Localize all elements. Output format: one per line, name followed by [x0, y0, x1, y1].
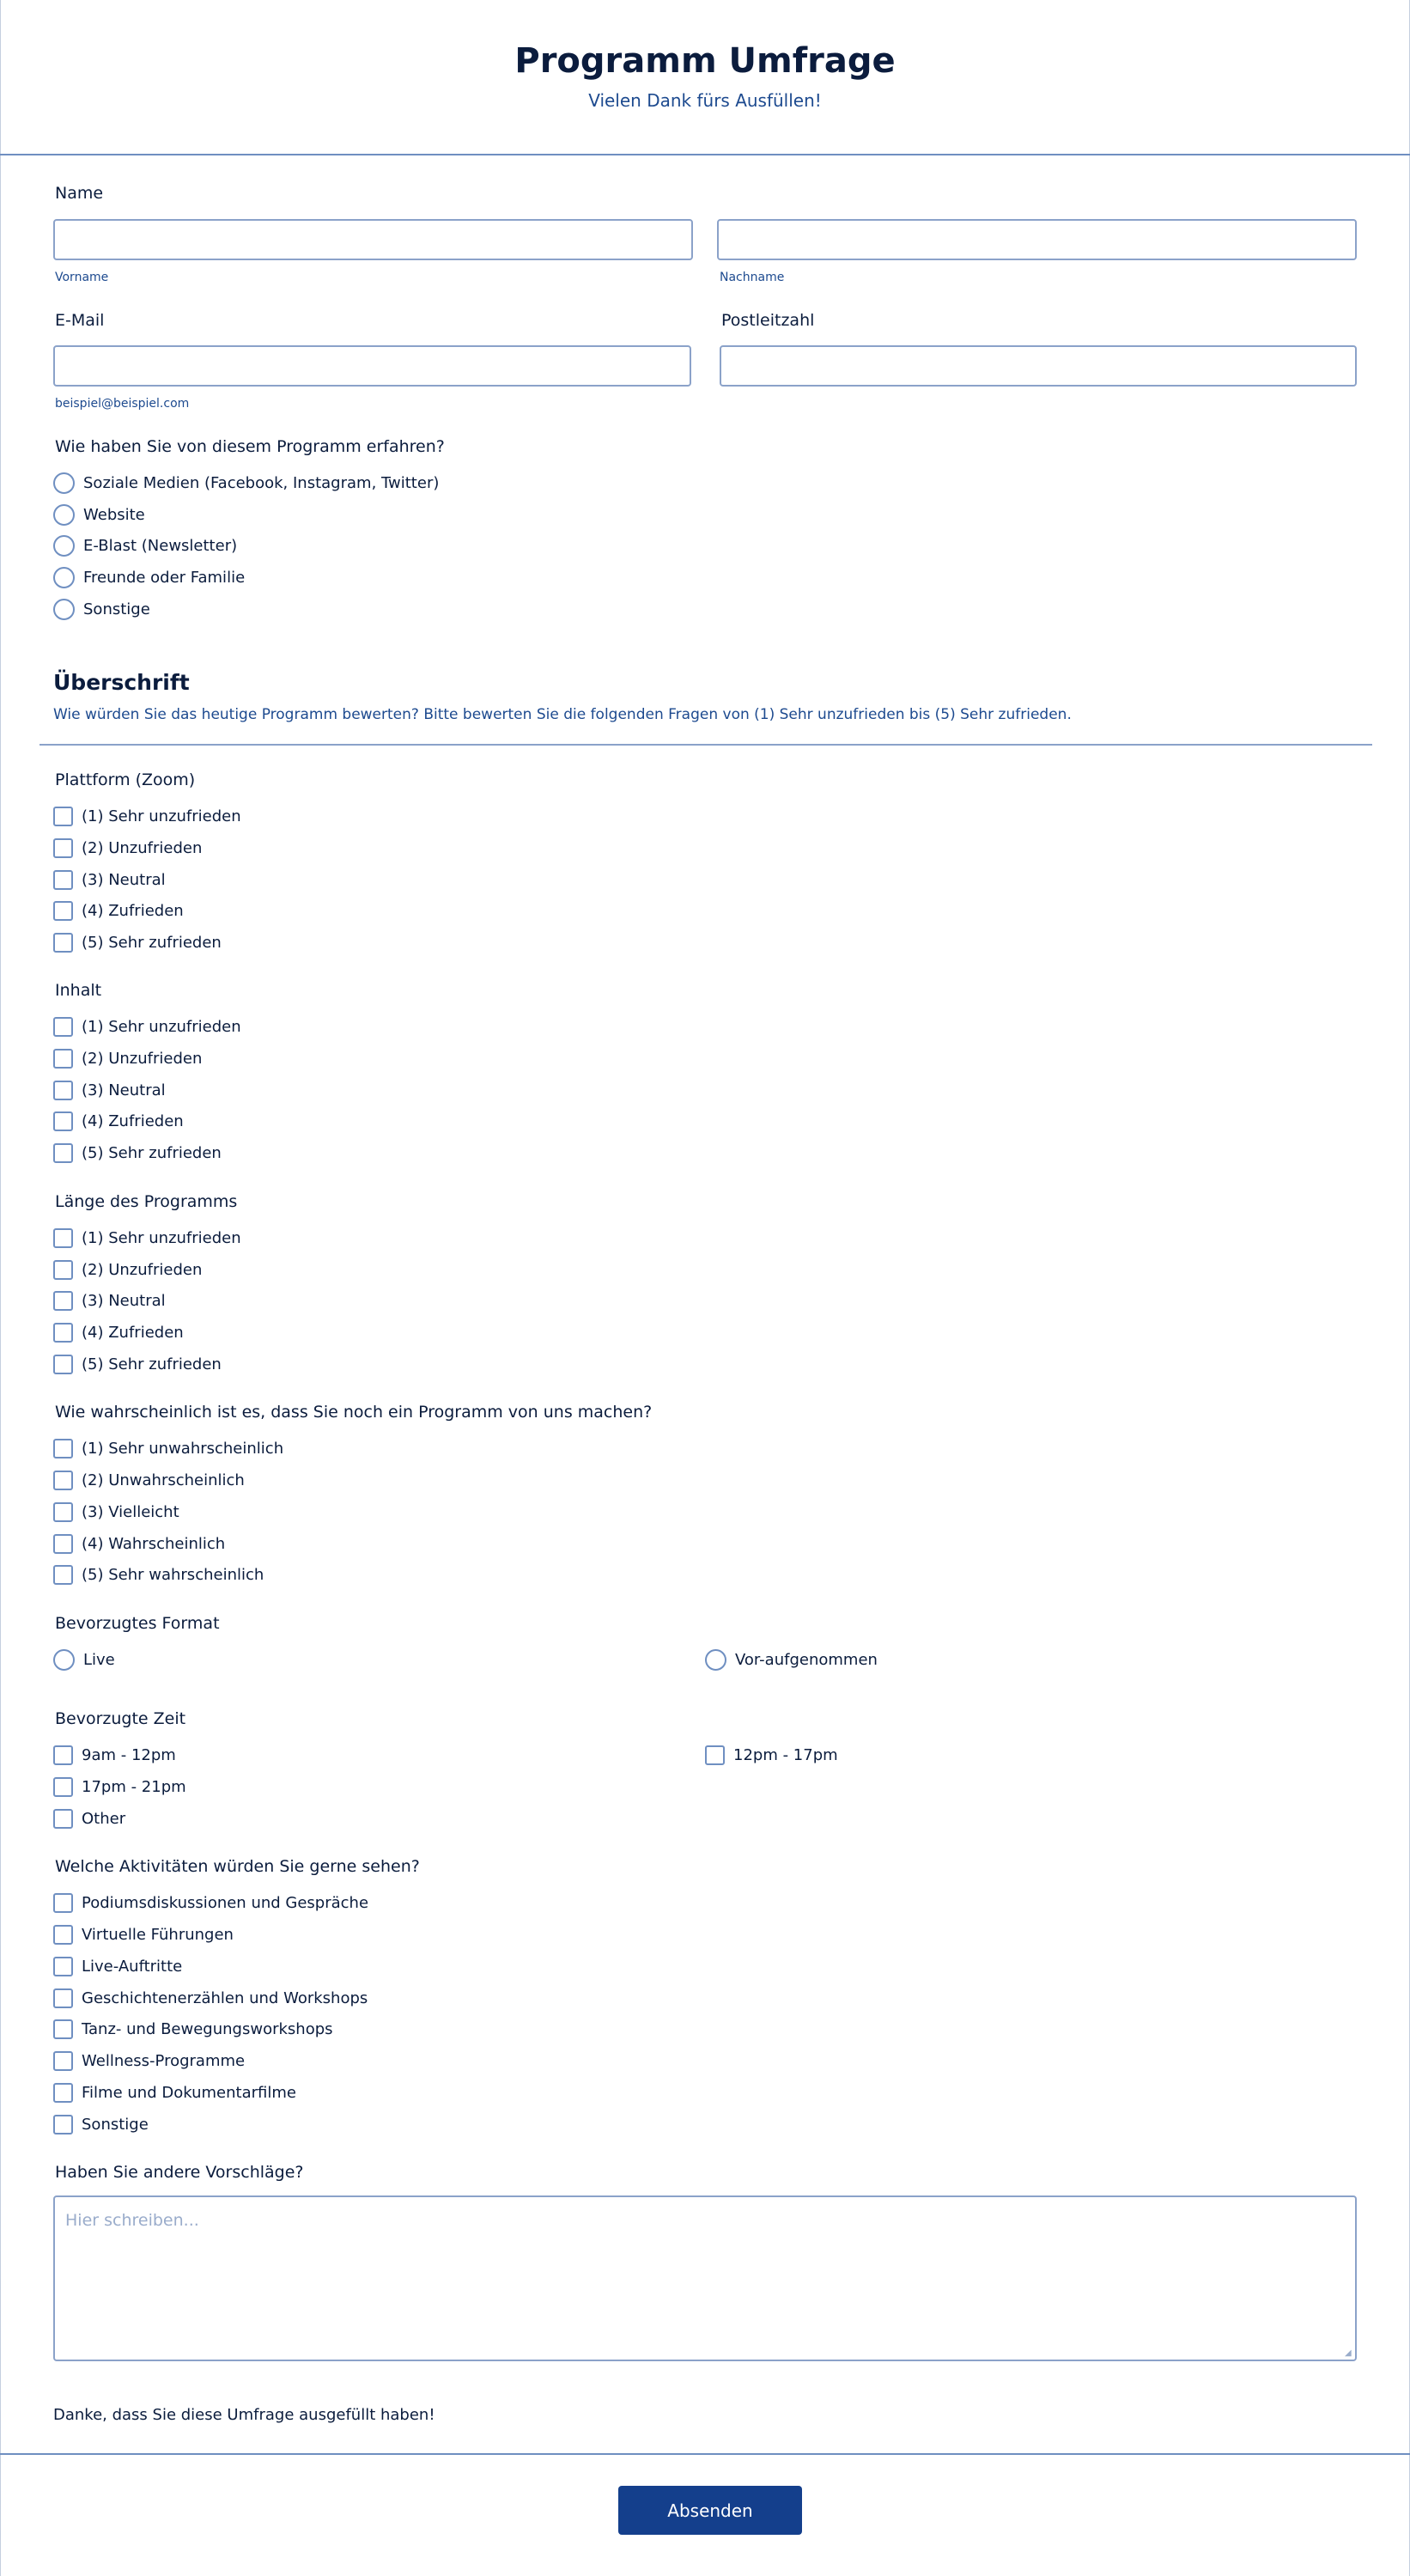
time-option-morning[interactable]: 9am - 12pm — [53, 1743, 176, 1767]
checkbox[interactable] — [53, 1323, 73, 1343]
checkbox[interactable] — [53, 1111, 73, 1131]
checkbox[interactable] — [53, 870, 73, 890]
checkbox[interactable] — [53, 1228, 73, 1248]
length-option-2[interactable]: (2) Unzufrieden — [53, 1258, 202, 1282]
checkbox[interactable] — [53, 1471, 73, 1490]
time-option-other[interactable]: Other — [53, 1806, 125, 1830]
checkbox[interactable] — [705, 1745, 725, 1765]
form-subtitle: Vielen Dank fürs Ausfüllen! — [588, 90, 822, 111]
suggestions-label: Haben Sie andere Vorschläge? — [55, 2163, 304, 2182]
footer-divider — [0, 2453, 1410, 2455]
radio-circle[interactable] — [53, 599, 75, 620]
email-sublabel: beispiel@beispiel.com — [55, 397, 190, 411]
radio-circle[interactable] — [53, 472, 75, 494]
platform-option-1[interactable]: (1) Sehr unzufrieden — [53, 804, 241, 828]
content-option-1[interactable]: (1) Sehr unzufrieden — [53, 1014, 241, 1038]
length-option-4[interactable]: (4) Zufrieden — [53, 1320, 184, 1344]
source-option-eblast[interactable]: E-Blast (Newsletter) — [53, 533, 237, 557]
radio-circle[interactable] — [53, 1649, 75, 1671]
activities-label: Welche Aktivitäten würden Sie gerne sehen? — [55, 1857, 420, 1876]
time-option-evening[interactable]: 17pm - 21pm — [53, 1775, 186, 1799]
checkbox[interactable] — [53, 1777, 73, 1797]
activity-option-storytelling[interactable]: Geschichtenerzählen und Workshops — [53, 1986, 368, 2010]
checkbox[interactable] — [53, 1534, 73, 1554]
activity-option-wellness[interactable]: Wellness-Programme — [53, 2049, 245, 2073]
checkbox[interactable] — [53, 1809, 73, 1829]
time-label: Bevorzugte Zeit — [55, 1709, 186, 1728]
source-label: Wie haben Sie von diesem Programm erfahren? — [55, 437, 445, 456]
form-header — [0, 0, 1410, 155]
length-option-3[interactable]: (3) Neutral — [53, 1288, 166, 1312]
email-input[interactable] — [53, 345, 691, 387]
radio-circle[interactable] — [53, 504, 75, 526]
checkbox[interactable] — [53, 1049, 73, 1069]
likelihood-label: Wie wahrscheinlich ist es, dass Sie noch ein Programm von uns machen? — [55, 1403, 653, 1422]
checkbox[interactable] — [53, 2115, 73, 2134]
checkbox[interactable] — [53, 1143, 73, 1163]
checkbox[interactable] — [53, 2083, 73, 2103]
thanks-text: Danke, dass Sie diese Umfrage ausgefüllt haben! — [53, 2406, 435, 2424]
checkbox[interactable] — [53, 1081, 73, 1100]
checkbox[interactable] — [53, 1291, 73, 1311]
source-option-website[interactable]: Website — [53, 502, 145, 527]
likelihood-option-5[interactable]: (5) Sehr wahrscheinlich — [53, 1562, 264, 1586]
format-option-prerecorded[interactable]: Vor-aufgenommen — [705, 1647, 878, 1672]
suggestions-textarea[interactable] — [53, 2195, 1357, 2361]
checkbox[interactable] — [53, 933, 73, 953]
form-title: Programm Umfrage — [514, 41, 896, 81]
platform-option-5[interactable]: (5) Sehr zufrieden — [53, 930, 222, 954]
activity-option-films[interactable]: Filme und Dokumentarfilme — [53, 2080, 296, 2104]
first-name-input[interactable] — [53, 219, 693, 260]
section-divider — [40, 744, 1372, 746]
checkbox[interactable] — [53, 2019, 73, 2039]
source-option-social[interactable]: Soziale Medien (Facebook, Instagram, Twitter) — [53, 471, 439, 495]
activity-option-other[interactable]: Sonstige — [53, 2112, 149, 2136]
last-name-input[interactable] — [717, 219, 1357, 260]
platform-option-4[interactable]: (4) Zufrieden — [53, 898, 184, 923]
checkbox[interactable] — [53, 1988, 73, 2008]
email-label: E-Mail — [55, 311, 105, 330]
activity-option-tours[interactable]: Virtuelle Führungen — [53, 1922, 234, 1946]
radio-circle[interactable] — [705, 1649, 726, 1671]
section-description: Wie würden Sie das heutige Programm bewerten? Bitte bewerten Sie die folgenden Fragen von (1) Sehr unzufrieden bis (5) Sehr zufrieden. — [53, 706, 1072, 723]
checkbox[interactable] — [53, 1957, 73, 1976]
checkbox[interactable] — [53, 1893, 73, 1913]
checkbox[interactable] — [53, 901, 73, 921]
activity-option-live[interactable]: Live-Auftritte — [53, 1954, 182, 1978]
submit-button[interactable]: Absenden — [618, 2486, 802, 2535]
activity-option-dance[interactable]: Tanz- und Bewegungsworkshops — [53, 2017, 333, 2041]
checkbox[interactable] — [53, 1502, 73, 1522]
content-option-3[interactable]: (3) Neutral — [53, 1078, 166, 1102]
time-option-afternoon[interactable]: 12pm - 17pm — [705, 1743, 838, 1767]
radio-circle[interactable] — [53, 535, 75, 557]
checkbox[interactable] — [53, 1565, 73, 1585]
checkbox[interactable] — [53, 1260, 73, 1280]
checkbox[interactable] — [53, 1925, 73, 1945]
source-option-other[interactable]: Sonstige — [53, 597, 150, 621]
platform-option-2[interactable]: (2) Unzufrieden — [53, 836, 202, 860]
zip-label: Postleitzahl — [721, 311, 815, 330]
content-label: Inhalt — [55, 981, 102, 1000]
content-option-4[interactable]: (4) Zufrieden — [53, 1109, 184, 1133]
length-option-1[interactable]: (1) Sehr unzufrieden — [53, 1226, 241, 1250]
platform-option-3[interactable]: (3) Neutral — [53, 868, 166, 892]
radio-circle[interactable] — [53, 567, 75, 588]
name-label: Name — [55, 184, 104, 203]
likelihood-option-1[interactable]: (1) Sehr unwahrscheinlich — [53, 1436, 283, 1460]
checkbox[interactable] — [53, 2051, 73, 2071]
format-option-live[interactable]: Live — [53, 1647, 115, 1672]
section-heading: Überschrift — [53, 670, 190, 695]
checkbox[interactable] — [53, 1355, 73, 1374]
likelihood-option-3[interactable]: (3) Vielleicht — [53, 1500, 179, 1524]
length-option-5[interactable]: (5) Sehr zufrieden — [53, 1352, 222, 1376]
length-label: Länge des Programms — [55, 1192, 238, 1211]
checkbox[interactable] — [53, 1017, 73, 1037]
activity-option-panels[interactable]: Podiumsdiskussionen und Gespräche — [53, 1891, 368, 1915]
content-option-5[interactable]: (5) Sehr zufrieden — [53, 1141, 222, 1165]
first-name-sublabel: Vorname — [55, 271, 109, 284]
checkbox[interactable] — [53, 1745, 73, 1765]
format-label: Bevorzugtes Format — [55, 1614, 220, 1633]
source-option-friends[interactable]: Freunde oder Familie — [53, 565, 245, 589]
checkbox[interactable] — [53, 838, 73, 858]
content-option-2[interactable]: (2) Unzufrieden — [53, 1046, 202, 1070]
platform-label: Plattform (Zoom) — [55, 770, 196, 789]
likelihood-option-2[interactable]: (2) Unwahrscheinlich — [53, 1468, 245, 1492]
checkbox[interactable] — [53, 1439, 73, 1459]
resize-handle-icon[interactable]: ◢ — [1345, 2348, 1352, 2358]
checkbox[interactable] — [53, 807, 73, 826]
likelihood-option-4[interactable]: (4) Wahrscheinlich — [53, 1532, 225, 1556]
zip-input[interactable] — [720, 345, 1357, 387]
last-name-sublabel: Nachname — [720, 271, 785, 284]
